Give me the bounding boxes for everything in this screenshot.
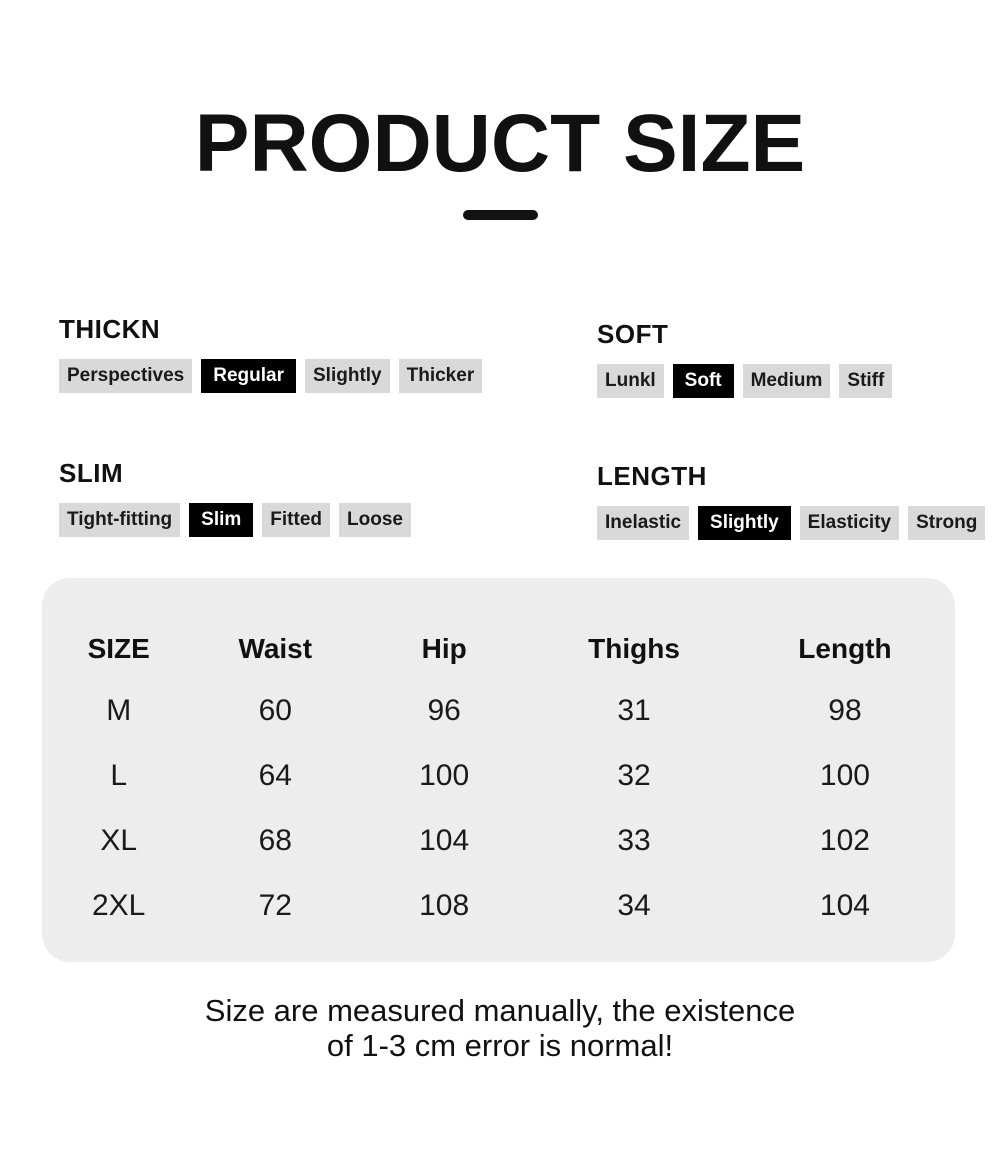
attribute-label-slim: SLIM <box>59 458 124 488</box>
cell-thighs-m: 31 <box>617 693 651 727</box>
chip-strong[interactable]: Strong <box>908 506 985 540</box>
cell-hip-m: 96 <box>427 693 461 727</box>
chip-regular[interactable]: Regular <box>201 359 296 393</box>
chip-soft[interactable]: Soft <box>673 364 734 398</box>
column-header-length: Length <box>798 633 892 664</box>
cell-length-2xl: 104 <box>819 888 870 922</box>
table-row-m <box>42 678 955 743</box>
cell-waist-2xl: 72 <box>258 888 292 922</box>
chip-thicker[interactable]: Thicker <box>399 359 483 393</box>
chip-medium[interactable]: Medium <box>743 364 831 398</box>
cell-length-m: 98 <box>828 693 862 727</box>
page-title: PRODUCT SIZE <box>194 98 806 189</box>
measurement-disclaimer <box>0 993 1000 1063</box>
cell-hip-xl: 104 <box>419 823 470 857</box>
cell-length-xl: 102 <box>819 823 870 857</box>
column-header-size: SIZE <box>87 633 150 664</box>
cell-size-l: L <box>110 758 128 792</box>
chip-loose[interactable]: Loose <box>339 503 411 537</box>
chip-tight-fitting[interactable]: Tight-fitting <box>59 503 180 537</box>
column-header-waist: Waist <box>238 633 313 664</box>
cell-hip-2xl: 108 <box>419 888 470 922</box>
size-table-header-row <box>42 620 955 678</box>
column-header-hip: Hip <box>421 633 467 664</box>
chip-stiff[interactable]: Stiff <box>839 364 892 398</box>
chip-perspectives[interactable]: Perspectives <box>59 359 192 393</box>
chip-row-soft <box>597 364 892 398</box>
cell-waist-l: 64 <box>258 758 292 792</box>
cell-waist-xl: 68 <box>258 823 292 857</box>
cell-size-m: M <box>106 693 132 727</box>
cell-size-2xl: 2XL <box>91 888 146 922</box>
chip-row-thickn <box>59 359 482 393</box>
attribute-group-thickn <box>59 314 482 393</box>
table-row-l <box>42 743 955 808</box>
table-row-xl <box>42 808 955 873</box>
attribute-group-soft <box>597 319 892 398</box>
cell-hip-l: 100 <box>419 758 470 792</box>
cell-waist-m: 60 <box>258 693 292 727</box>
disclaimer-line-2: of 1-3 cm error is normal! <box>326 1028 674 1063</box>
attribute-group-length <box>597 461 985 540</box>
cell-thighs-l: 32 <box>617 758 651 792</box>
chip-slightly-length[interactable]: Slightly <box>698 506 791 540</box>
chip-row-length <box>597 506 985 540</box>
attribute-label-length: LENGTH <box>597 461 707 491</box>
chip-row-slim <box>59 503 411 537</box>
chip-slim[interactable]: Slim <box>189 503 253 537</box>
attribute-label-soft: SOFT <box>597 319 669 349</box>
cell-thighs-xl: 33 <box>617 823 651 857</box>
title-underline <box>463 210 538 220</box>
chip-fitted[interactable]: Fitted <box>262 503 330 537</box>
chip-lunkl[interactable]: Lunkl <box>597 364 664 398</box>
chip-elasticity[interactable]: Elasticity <box>800 506 899 540</box>
disclaimer-line-1: Size are measured manually, the existence <box>204 993 796 1028</box>
column-header-thighs: Thighs <box>588 633 680 664</box>
chip-inelastic[interactable]: Inelastic <box>597 506 689 540</box>
attribute-label-thickn: THICKN <box>59 314 161 344</box>
attribute-group-slim <box>59 458 411 537</box>
cell-size-xl: XL <box>100 823 138 857</box>
cell-length-l: 100 <box>819 758 870 792</box>
cell-thighs-2xl: 34 <box>617 888 651 922</box>
table-row-2xl <box>42 873 955 938</box>
chip-slightly-thickn[interactable]: Slightly <box>305 359 390 393</box>
size-table-panel <box>42 578 955 962</box>
